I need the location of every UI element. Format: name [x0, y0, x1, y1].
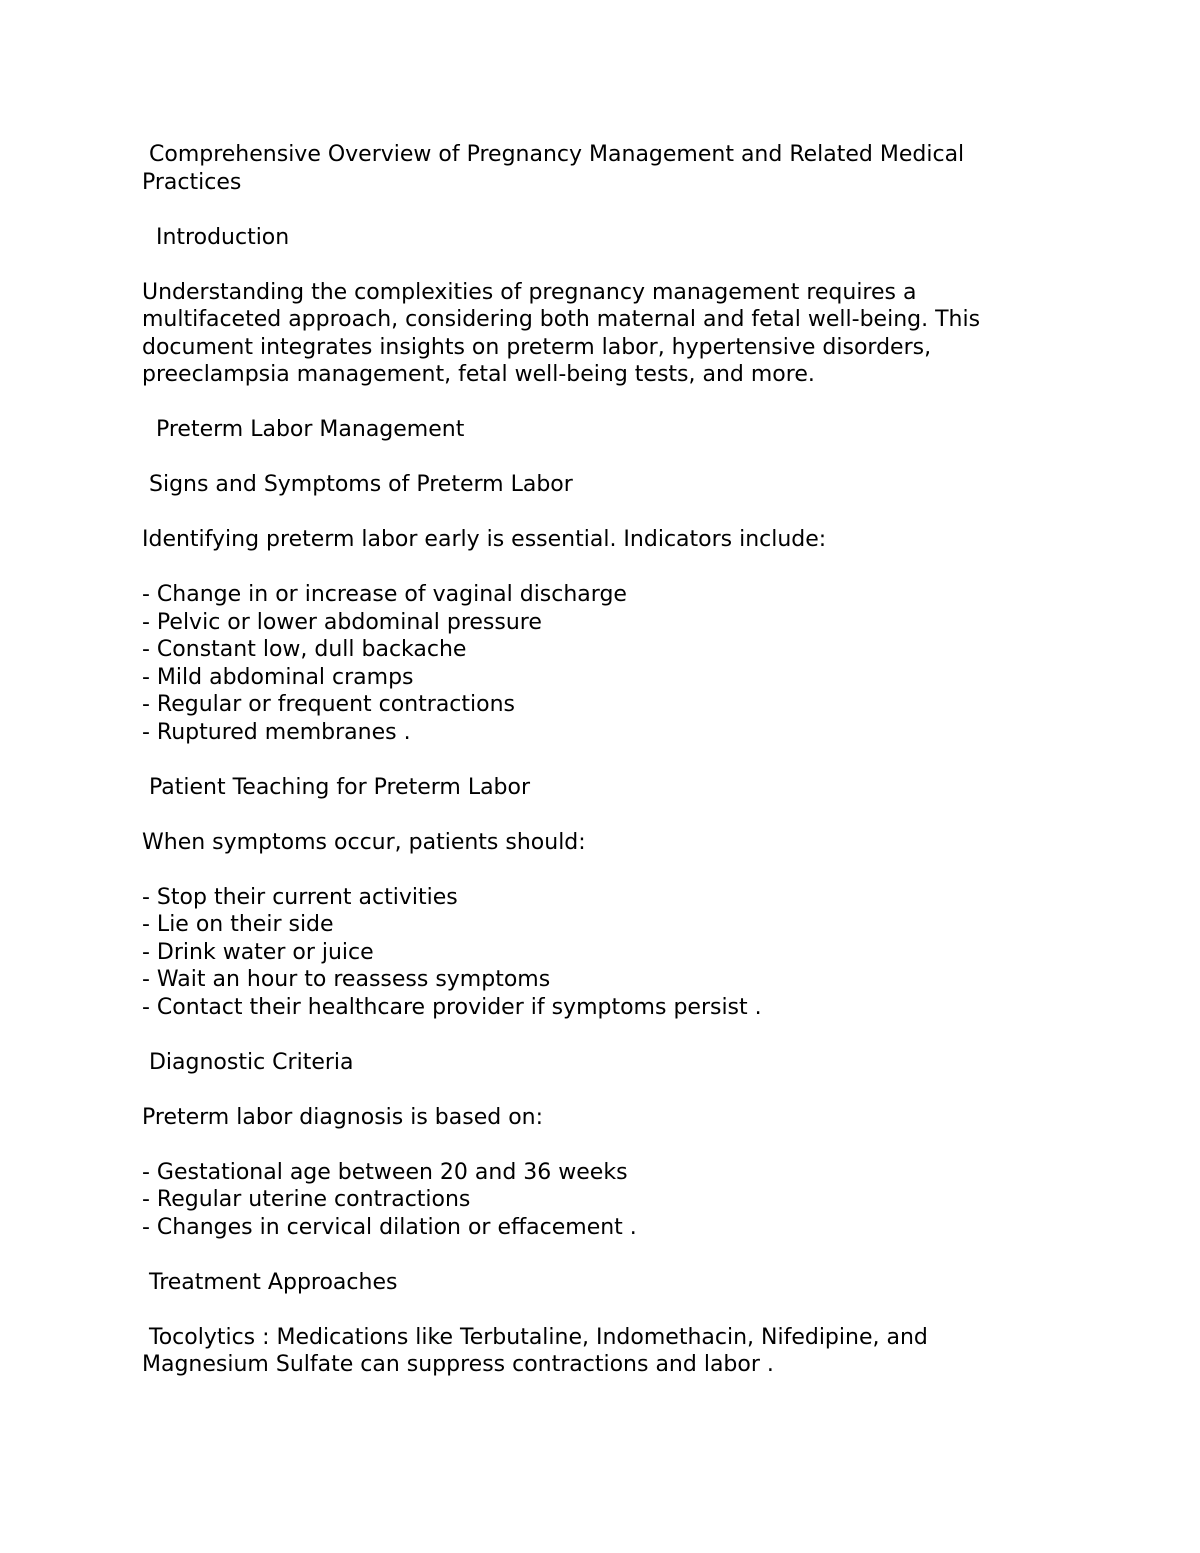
spacer — [142, 1021, 1062, 1049]
list-item: - Gestational age between 20 and 36 weeks — [142, 1159, 628, 1185]
spacer — [142, 389, 1062, 417]
list-item: - Changes in cervical dilation or effacement . — [142, 1214, 637, 1240]
signs-intro: Identifying preterm labor early is essential. Indicators include: — [142, 527, 827, 552]
patient-teaching-heading: Patient Teaching for Preterm Labor — [142, 774, 531, 800]
list-item: - Wait an hour to reassess symptoms — [142, 967, 551, 992]
diagnostic-intro: Preterm labor diagnosis is based on: — [142, 1104, 544, 1130]
tocolytics-line-2: Magnesium Sulfate can suppress contractions and labor . — [142, 1352, 774, 1377]
introduction-line-4: preeclampsia management, fetal well-being tests, and more. — [142, 362, 815, 387]
list-item: - Drink water or juice — [142, 939, 374, 965]
signs-symptoms-heading: Signs and Symptoms of Preterm Labor — [142, 472, 573, 497]
document-title-line-2: Practices — [142, 169, 242, 195]
introduction-line-1: Understanding the complexities of pregnancy management requires a — [142, 279, 917, 305]
list-item: - Regular or frequent contractions — [142, 692, 516, 717]
teaching-intro: When symptoms occur, patients should: — [142, 829, 586, 855]
list-item: - Constant low, dull backache — [142, 637, 467, 662]
list-item: - Lie on their side — [142, 912, 334, 937]
spacer — [142, 1076, 1062, 1104]
list-item: - Contact their healthcare provider if symptoms persist . — [142, 994, 762, 1020]
spacer — [142, 499, 1062, 527]
spacer — [142, 856, 1062, 884]
spacer — [142, 444, 1062, 472]
list-item: - Stop their current activities — [142, 884, 458, 910]
introduction-line-3: document integrates insights on preterm labor, hypertensive disorders, — [142, 334, 932, 360]
introduction-heading: Introduction — [142, 224, 290, 250]
preterm-labor-management-heading: Preterm Labor Management — [142, 417, 465, 442]
introduction-line-2: multifaceted approach, considering both maternal and fetal well-being. This — [142, 307, 981, 332]
list-item: - Mild abdominal cramps — [142, 664, 414, 690]
document-title-line-1: Comprehensive Overview of Pregnancy Management and Related Medical — [142, 142, 965, 167]
list-item: - Change in or increase of vaginal discharge — [142, 582, 627, 607]
spacer — [142, 554, 1062, 582]
spacer — [142, 1296, 1062, 1324]
list-item: - Regular uterine contractions — [142, 1187, 471, 1212]
document-body — [142, 141, 1062, 1379]
spacer — [142, 746, 1062, 774]
tocolytics-line-1: Tocolytics : Medications like Terbutaline, Indomethacin, Nifedipine, and — [142, 1324, 928, 1350]
list-item: - Pelvic or lower abdominal pressure — [142, 609, 542, 635]
spacer — [142, 801, 1062, 829]
treatment-approaches-heading: Treatment Approaches — [142, 1269, 398, 1295]
spacer — [142, 196, 1062, 224]
spacer — [142, 251, 1062, 279]
spacer — [142, 1241, 1062, 1269]
list-item: - Ruptured membranes . — [142, 719, 411, 745]
diagnostic-criteria-heading: Diagnostic Criteria — [142, 1049, 354, 1075]
spacer — [142, 1131, 1062, 1159]
